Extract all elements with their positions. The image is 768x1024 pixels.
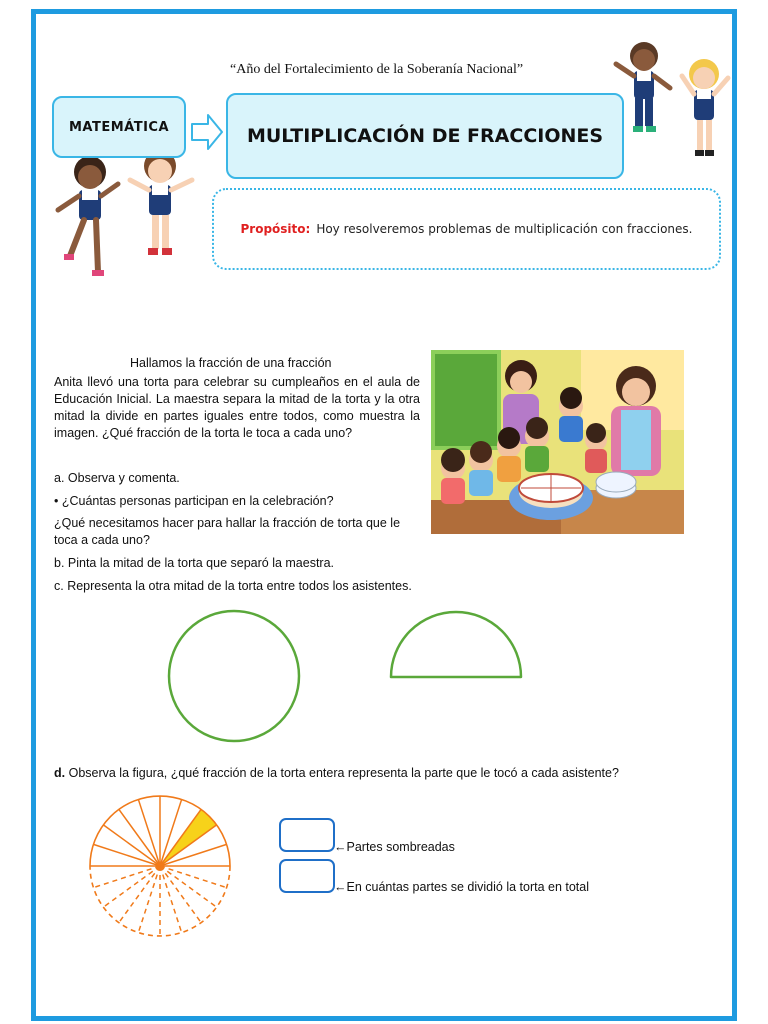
subject-box: MATEMÁTICA bbox=[52, 96, 186, 158]
item-question: ¿Qué necesitamos hacer para hallar la fracción de torta que le toca a cada uno? bbox=[54, 516, 401, 547]
arrow-right-icon bbox=[190, 112, 224, 152]
story-paragraph: Anita llevó una torta para celebrar su cumpleaños en el aula de Educación Inicial. La maestra separa la mitad de la torta y la otra mitad la divide en partes iguales entre todos, como muestra la imagen. ¿Qué fracción de la torta le toca a cada uno? bbox=[54, 375, 420, 440]
children-illustration-top bbox=[606, 38, 736, 164]
half-cake-semicircle[interactable] bbox=[388, 605, 524, 683]
party-illustration bbox=[431, 350, 684, 534]
division-line bbox=[160, 866, 217, 907]
section-title: Hallamos la fracción de una fracción bbox=[130, 356, 332, 370]
item-d-label: d. bbox=[54, 766, 66, 780]
division-line bbox=[103, 866, 160, 907]
children-illustration-left bbox=[52, 150, 202, 284]
girl-dark-figure bbox=[58, 156, 118, 276]
division-line bbox=[138, 799, 160, 866]
total-parts-label: ←En cuántas partes se dividió la torta en total bbox=[334, 880, 590, 894]
purpose-text: Hoy resolveremos problemas de multiplicación con fracciones. bbox=[316, 222, 693, 236]
year-motto: “Año del Fortalecimiento de la Soberanía Nacional” bbox=[230, 62, 524, 77]
division-line bbox=[138, 866, 160, 933]
division-line bbox=[103, 825, 160, 866]
division-line bbox=[160, 866, 201, 923]
division-line bbox=[119, 866, 160, 923]
boy-figure bbox=[616, 42, 670, 132]
purpose-label: Propósito: bbox=[240, 222, 311, 236]
shaded-parts-answer-box[interactable] bbox=[279, 818, 335, 852]
girl-brown-figure bbox=[130, 150, 192, 255]
division-line bbox=[93, 844, 160, 866]
division-line bbox=[119, 809, 160, 866]
full-cake-circle[interactable] bbox=[165, 605, 303, 747]
shaded-parts-label: ←Partes sombreadas bbox=[334, 840, 455, 854]
plates-drawing bbox=[596, 472, 636, 498]
item-d-text: Observa la figura, ¿qué fracción de la torta entera representa la parte que le tocó a cada asistente? bbox=[68, 766, 619, 780]
item-bullet: • ¿Cuántas personas participan en la celebración? bbox=[54, 494, 334, 508]
purpose-box bbox=[212, 188, 721, 270]
item-d bbox=[54, 765, 619, 782]
divided-cake-figure bbox=[80, 786, 244, 950]
total-parts-answer-box[interactable] bbox=[279, 859, 335, 893]
teacher-figure bbox=[611, 366, 661, 476]
page-title: MULTIPLICACIÓN DE FRACCIONES bbox=[226, 93, 624, 179]
item-b: b. Pinta la mitad de la torta que separó la maestra. bbox=[54, 556, 335, 570]
item-c: c. Representa la otra mitad de la torta entre todos los asistentes. bbox=[54, 579, 412, 593]
division-line bbox=[160, 866, 227, 888]
girl-figure bbox=[682, 59, 728, 156]
division-line bbox=[160, 866, 182, 933]
item-a: a. Observa y comenta. bbox=[54, 471, 180, 485]
division-line bbox=[93, 866, 160, 888]
